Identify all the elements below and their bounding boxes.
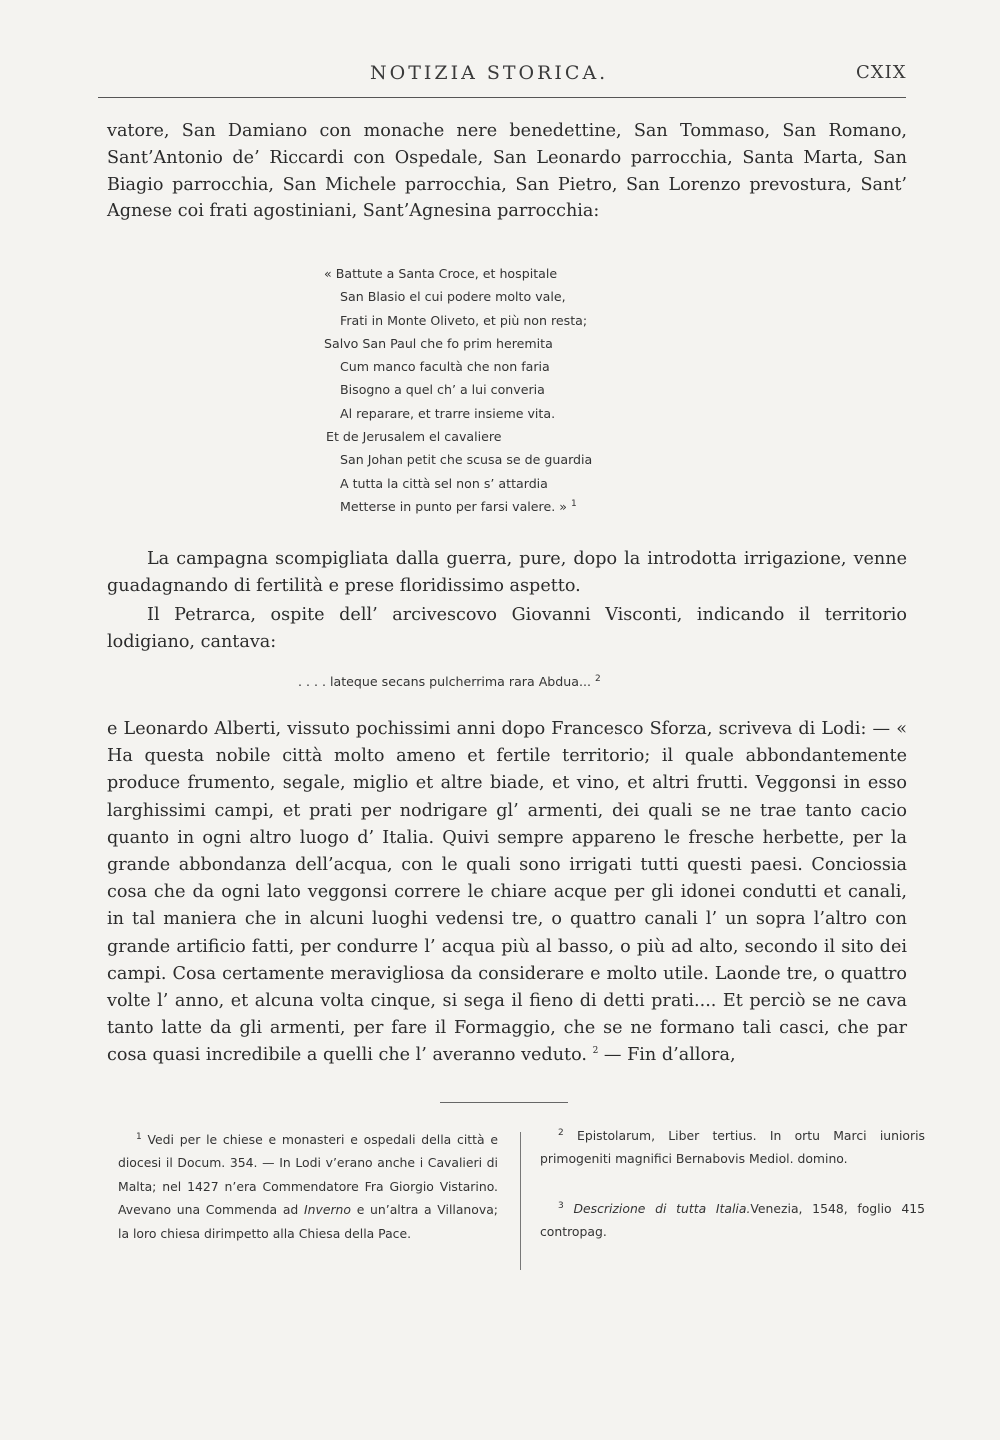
footnote-marker: 2 [592, 1046, 599, 1057]
latin-quote-text: . . . . lateque secans pulcherrima rara Abdua... [298, 674, 592, 689]
verse-line-last [322, 495, 742, 518]
footnote-number: 1 [136, 1131, 142, 1142]
footnote-text: Vedi per le chiese e monasteri e ospedali della città e diocesi il Docum. 354. — In Lodi v’erano anche i Cavalieri di Malta; nel 1427 n’era Commendatore Fra Giorgio Vistarino. Avevano una Commenda ad [118, 1132, 498, 1218]
verse-quotation [322, 262, 742, 518]
footnote-column-divider [520, 1132, 521, 1270]
verse-line: Et de Jerusalem el cavaliere [326, 429, 502, 445]
footnote-text: Venezia, 1548, foglio 415 contropag. [540, 1201, 925, 1240]
latin-quotation [298, 674, 601, 689]
footnote-1 [118, 1128, 498, 1245]
verse-line: San Blasio el cui podere molto vale, [340, 289, 566, 305]
footnote-number: 3 [558, 1200, 564, 1211]
paragraph-text-end: — Fin d’allora, [603, 1045, 736, 1066]
footnote-number: 2 [558, 1127, 564, 1138]
verse-line: Metterse in punto per farsi valere. » [340, 498, 567, 514]
verse-line: « Battute a Santa Croce, et hospitale [324, 266, 558, 281]
footnote-text: Epistolarum, Liber tertius. In ortu Marci iunioris primogeniti magnifici Bernabovis Mediol. domino. [540, 1128, 925, 1167]
footnote-italic: Descrizione di tutta Italia. [573, 1201, 751, 1216]
paragraph-campagna [107, 546, 907, 600]
footnote-marker: 1 [570, 498, 577, 509]
paragraph-text: vatore, San Damiano con monache nere benedettine, San Tommaso, San Romano, Sant’Antonio de’ Riccardi con Ospedale, San Leonardo parrocchia, Santa Marta, San Biagio parrocchia, San Michele parrocchia, San Pietro, San Lorenzo prevostura, Sant’ Agnese coi frati agostiniani, Sant’Agnesina parrocchia: [107, 121, 907, 222]
paragraph-text: La campagna scompigliata dalla guerra, pure, dopo la introdotta irrigazione, venne guadagnando di fertilità e prese floridissimo aspetto. [107, 549, 907, 596]
paragraph-text: e Leonardo Alberti, vissuto pochissimi anni dopo Francesco Sforza, scriveva di Lodi: — « Ha questa nobile città molto ameno et fertile territorio; il quale abbondantemente produce frumento, segale, miglio et altre biade, et vino, et altri frutti. Veggonsi in esso larghissimi campi, et prati per nodrigare gl’ armenti, dei quali se ne trae tanto cacio quanto in ogni altro luogo d’ Italia. Quivi sempre appareno le fresche herbette, per la grande abbondanza dell’acqua, con le quali sono irrigati tutti questi paesi. Conciossia cosa che da ogni lato veggonsi correre le chiare acque per gli idonei condutti et canali, in tal maniera che in alcuni luoghi vedensi tre, o quattro canali l’ un sopra l’altro con grande artificio fatti, per condurre l’ acqua più al basso, o più ad alto, secondo il sito dei campi. Cosa certamente meravigliosa da considerare e molto utile. Laonde tre, o quattro volte l’ anno, et alcuna volta cinque, si sega il fieno di detti prati.... Et perciò se ne cava tanto latte da gli armenti, per fare il Formaggio, che se ne formano tali casci, che par cosa quasi incredibile a quelli che l’ averanno veduto. [107, 719, 907, 1066]
paragraph-alberti [107, 716, 907, 1070]
footnote-2 [540, 1124, 925, 1171]
header-rule [98, 97, 906, 98]
footnote-separator [440, 1102, 568, 1103]
paragraph-body [107, 716, 907, 1070]
footnote-text: e un’altra a Villanova; la loro chiesa dirimpetto alla Chiesa della Pace. [118, 1202, 498, 1241]
verse-line: Salvo San Paul che fo prim heremita [324, 335, 553, 351]
verse-line: Bisogno a quel ch’ a lui converia [340, 382, 545, 398]
footnote-3 [540, 1197, 925, 1244]
paragraph-petrarca [107, 602, 907, 656]
verse-line: Al reparare, et trarre insieme vita. [340, 405, 556, 421]
verse-line: San Johan petit che scusa se de guardia [340, 452, 593, 468]
running-header-title: NOTIZIA STORICA. [370, 62, 609, 84]
page-number: CXIX [856, 62, 907, 83]
paragraph-churches [107, 118, 907, 225]
verse-line: Cum manco facultà che non faria [340, 359, 550, 375]
paragraph-text: Il Petrarca, ospite dell’ arcivescovo Giovanni Visconti, indicando il territorio lodigiano, cantava: [107, 605, 907, 652]
footnote-italic: Inverno [304, 1202, 351, 1218]
verse-line: A tutta la città sel non s’ attardia [340, 475, 548, 491]
verse-line: Frati in Monte Oliveto, et più non resta; [340, 312, 588, 328]
footnote-marker: 2 [595, 673, 601, 684]
